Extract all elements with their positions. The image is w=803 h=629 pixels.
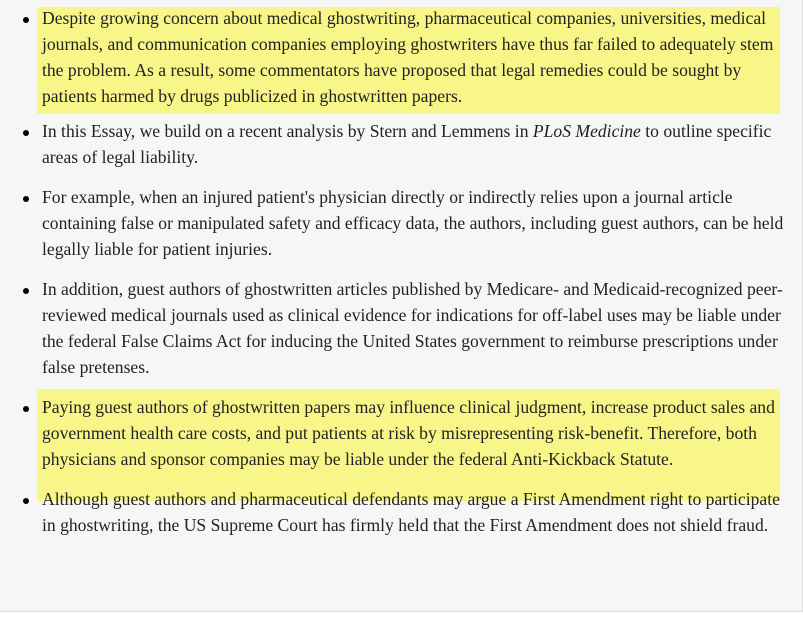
summary-point-text[interactable]: Although guest authors and pharmaceutical defendants may argue a First Amendment right to participate in ghostwriting, the US Supreme Court has firmly held that the First Amendment does not shield fraud. (42, 489, 780, 535)
bullet-icon (23, 498, 29, 504)
summary-point (0, 394, 803, 472)
bullet-icon (23, 130, 29, 136)
summary-point-text[interactable]: For example, when an injured patient's physician directly or indirectly relies upon a journal article containing false or manipulated safety and efficacy data, the authors, including guest authors, can be held legally liable for patient injuries. (42, 187, 784, 259)
bullet-icon (23, 196, 29, 202)
summary-point (0, 184, 803, 262)
summary-point (0, 118, 803, 170)
bullet-icon (23, 288, 29, 294)
journal-name: PLoS Medicine (532, 121, 641, 141)
summary-point-text[interactable]: In addition, guest authors of ghostwritten articles published by Medicare- and Medicaid-recognized peer-reviewed medical journals used as clinical evidence for indications for off-label uses may be liable under the federal False Claims Act for inducing the United States government to reimburse prescriptions under false pretenses. (42, 279, 783, 377)
summary-points-list (0, 5, 803, 552)
summary-point (0, 486, 803, 538)
summary-point-text-after: to outline specific areas of legal liability. (42, 121, 772, 167)
summary-point-text[interactable]: Despite growing concern about medical ghostwriting, pharmaceutical companies, universities, medical journals, and communication companies employing ghostwriters have thus far failed to adequately stem the problem. As a result, some commentators have proposed that legal remedies could be sought by patients harmed by drugs publicized in ghostwritten papers. (42, 8, 774, 106)
summary-point (0, 276, 803, 380)
summary-point-text[interactable] (42, 118, 794, 170)
summary-point-text[interactable]: Paying guest authors of ghostwritten papers may influence clinical judgment, increase product sales and government health care costs, and put patients at risk by misrepresenting risk-benefit. Therefore, both physicians and sponsor companies may be liable under the federal Anti-Kickback Statute. (42, 397, 775, 469)
bullet-icon (23, 17, 29, 23)
summary-point-text-before: In this Essay, we build on a recent analysis by Stern and Lemmens in (42, 121, 533, 141)
bullet-icon (23, 406, 29, 412)
summary-point (0, 5, 803, 109)
